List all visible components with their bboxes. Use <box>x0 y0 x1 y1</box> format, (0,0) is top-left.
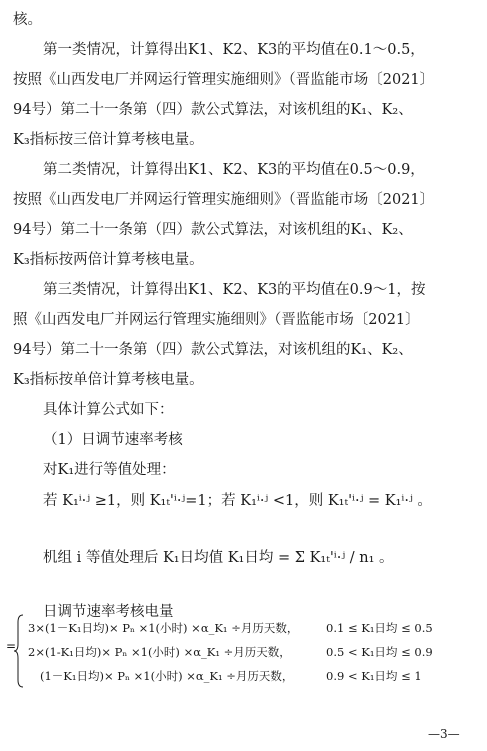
paragraph-1-line-4: K₃指标按三倍计算考核电量。 <box>13 132 204 148</box>
equivalence-rule: 若 K₁ⁱ·ʲ ≥1，则 K₁ₜ'ⁱ·ʲ=1；若 K₁ⁱ·ʲ <1，则 K₁ₜ'ⁱ·ʲ = K₁ⁱ·ʲ 。 <box>43 493 432 509</box>
formula-row-3: (1－K₁日均)× Pₙ ×1(小时) ×α_K₁ ÷月历天数， <box>40 669 294 683</box>
formula-intro: 具体计算公式如下： <box>43 402 174 418</box>
text-line: 核。 <box>13 12 42 28</box>
paragraph-2-line-4: K₃指标按两倍计算考核电量。 <box>13 252 204 268</box>
formula-row-1: 3×(1－K₁日均)× Pₙ ×1(小时) ×α_K₁ ÷月历天数， <box>28 621 299 635</box>
paragraph-3-line-2: 照《山西发电厂并网运行管理实施细则》（晋监能市场〔2021〕 <box>13 312 420 328</box>
paragraph-1-line-1: 第一类情况，计算得出K1、K2、K3的平均值在0.1～0.5， <box>43 42 425 58</box>
formula-row-2: 2×(1-K₁日均)× Pₙ ×1(小时) ×α_K₁ ÷月历天数， <box>28 645 291 659</box>
formula-row-3-condition: 0.9 < K₁日均 ≤ 1 <box>326 669 422 683</box>
daily-average-formula: 机组 i 等值处理后 K₁日均值 K₁日均 = Σ K₁ₜ'ⁱ·ʲ / n₁ 。 <box>43 550 394 566</box>
paragraph-3-line-3: 94号）第二十一条第（四）款公式算法，对该机组的K₁、K₂、 <box>13 342 413 358</box>
paragraph-1-line-2: 按照《山西发电厂并网运行管理实施细则》（晋监能市场〔2021〕 <box>13 72 435 88</box>
formula-row-2-condition: 0.5 < K₁日均 ≤ 0.9 <box>326 645 433 659</box>
formula-row-1-condition: 0.1 ≤ K₁日均 ≤ 0.5 <box>326 621 433 635</box>
section-heading: （1）日调节速率考核 <box>43 432 183 448</box>
paragraph-3-line-1: 第三类情况，计算得出K1、K2、K3的平均值在0.9～1，按 <box>43 282 426 298</box>
paragraph-3-line-4: K₃指标按单倍计算考核电量。 <box>13 372 204 388</box>
equals-sign: = <box>6 639 17 653</box>
page-number: —3— <box>428 727 460 741</box>
paragraph-1-line-3: 94号）第二十一条第（四）款公式算法，对该机组的K₁、K₂、 <box>13 102 413 118</box>
piecewise-brace <box>14 614 24 688</box>
paragraph-2-line-2: 按照《山西发电厂并网运行管理实施细则》（晋监能市场〔2021〕 <box>13 192 435 208</box>
paragraph-2-line-3: 94号）第二十一条第（四）款公式算法，对该机组的K₁、K₂、 <box>13 222 413 238</box>
assessment-heading: 日调节速率考核电量 <box>43 604 174 620</box>
equivalence-intro: 对K₁进行等值处理： <box>43 462 176 478</box>
paragraph-2-line-1: 第二类情况，计算得出K1、K2、K3的平均值在0.5～0.9， <box>43 162 425 178</box>
